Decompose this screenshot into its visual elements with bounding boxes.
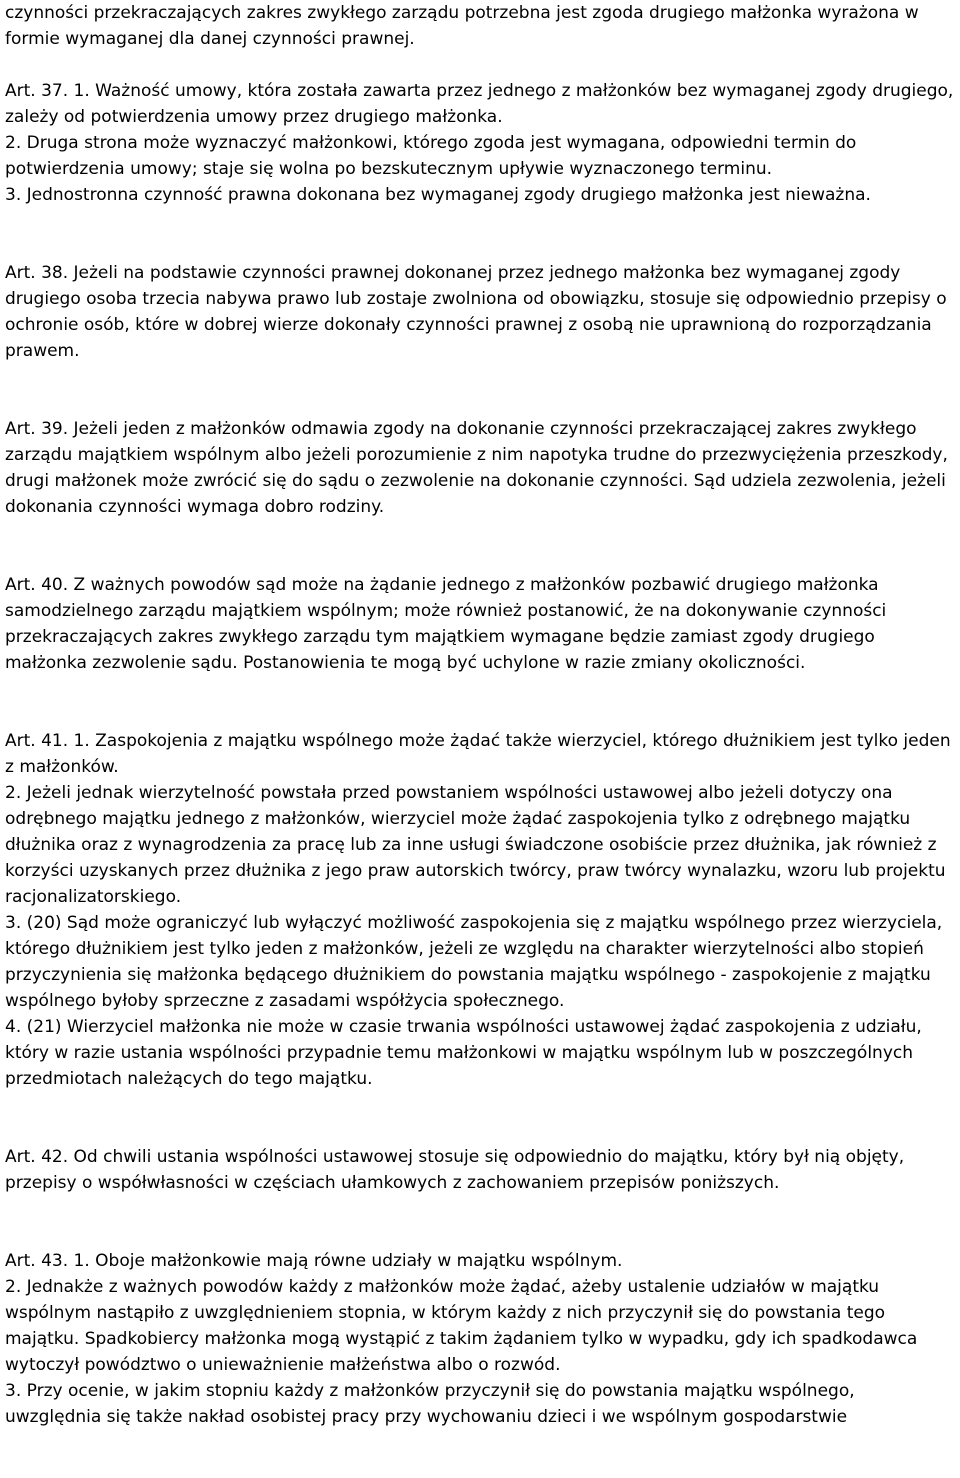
spacer [5,676,955,728]
article-37-par-3: 3. Jednostronna czynność prawna dokonana bez wymaganej zgody drugiego małżonka jest nieważna. [5,185,871,205]
article-41-par-1: Art. 41. 1. Zaspokojenia z majątku wspólnego może żądać także wierzyciel, którego dłużnikiem jest tylko jeden z małżonków. [5,731,951,777]
article-42 [5,1144,955,1196]
spacer [5,520,955,572]
document-body [5,0,955,1430]
article-43-par-1: Art. 43. 1. Oboje małżonkowie mają równe udziały w majątku wspólnym. [5,1251,623,1271]
spacer [5,1092,955,1144]
article-40 [5,572,955,676]
article-37-par-2: 2. Druga strona może wyznaczyć małżonkowi, którego zgoda jest wymagana, odpowiedni termin do potwierdzenia umowy; staje się wolna po bezskutecznym upływie wyznaczonego terminu. [5,133,857,179]
intro-text: czynności przekraczających zakres zwykłego zarządu potrzebna jest zgoda drugiego małżonka wyrażona w formie wymaganej dla danej czynności prawnej. [5,3,919,49]
spacer [5,1196,955,1248]
article-38-text: Art. 38. Jeżeli na podstawie czynności prawnej dokonanej przez jednego małżonka bez wymaganej zgody drugiego osoba trzecia nabywa prawo lub zostaje zwolniona od obowiązku, stosuje się odpowiednio przepisy o ochronie osób, które w dobrej wierze dokonały czynności prawnej z osobą nie uprawnioną do rozporządzania prawem. [5,263,947,361]
article-37 [5,78,955,208]
article-41-par-3: 3. (20) Sąd może ograniczyć lub wyłączyć możliwość zaspokojenia się z majątku wspólnego przez wierzyciela, którego dłużnikiem jest tylko jeden z małżonków, jeżeli ze względu na charakter wierzytelności albo stopień przyczynienia się małżonka będącego dłużnikiem do powstania majątku wspólnego - zaspokojenie z majątku wspólnego byłoby sprzeczne z zasadami współżycia społecznego. [5,913,943,1011]
article-39 [5,416,955,520]
article-39-text: Art. 39. Jeżeli jeden z małżonków odmawia zgody na dokonanie czynności przekraczającej zakres zwykłego zarządu majątkiem wspólnym albo jeżeli porozumienie z nim napotyka trudne do przezwyciężenia przeszkody, drugi małżonek może zwrócić się do sądu o zezwolenie na dokonanie czynności. Sąd udziela zezwolenia, jeżeli dokonania czynności wymaga dobro rodziny. [5,419,948,517]
article-41 [5,728,955,1092]
article-42-text: Art. 42. Od chwili ustania wspólności ustawowej stosuje się odpowiednio do majątku, który był nią objęty, przepisy o współwłasności w częściach ułamkowych z zachowaniem przepisów poniższych. [5,1147,905,1193]
spacer [5,52,955,78]
article-41-par-4: 4. (21) Wierzyciel małżonka nie może w czasie trwania wspólności ustawowej żądać zaspokojenia z udziału, który w razie ustania wspólności przypadnie temu małżonkowi w majątku wspólnym lub w poszczególnych przedmiotach należących do tego majątku. [5,1017,922,1089]
article-43 [5,1248,955,1430]
article-40-text: Art. 40. Z ważnych powodów sąd może na żądanie jednego z małżonków pozbawić drugiego małżonka samodzielnego zarządu majątkiem wspólnym; może również postanowić, że na dokonywanie czynności przekraczających zakres zwykłego zarządu tym majątkiem wymagane będzie zamiast zgody drugiego małżonka zezwolenie sądu. Postanowienia te mogą być uchylone w razie zmiany okoliczności. [5,575,887,673]
article-38 [5,260,955,364]
article-37-par-1: Art. 37. 1. Ważność umowy, która została zawarta przez jednego z małżonków bez wymaganej zgody drugiego, zależy od potwierdzenia umowy przez drugiego małżonka. [5,81,954,127]
spacer [5,208,955,260]
article-43-par-2: 2. Jednakże z ważnych powodów każdy z małżonków może żądać, ażeby ustalenie udziałów w majątku wspólnym nastąpiło z uwzględnieniem stopnia, w którym każdy z nich przyczynił się do powstania tego majątku. Spadkobiercy małżonka mogą wystąpić z takim żądaniem tylko w wypadku, gdy ich spadkodawca wytoczył powództwo o unieważnienie małżeństwa albo o rozwód. [5,1277,918,1375]
article-43-par-3: 3. Przy ocenie, w jakim stopniu każdy z małżonków przyczynił się do powstania majątku wspólnego, uwzględnia się także nakład osobistej pracy przy wychowaniu dzieci i we wspólnym gospodarstwie [5,1381,855,1427]
article-41-par-2: 2. Jeżeli jednak wierzytelność powstała przed powstaniem wspólności ustawowej albo jeżeli dotyczy ona odrębnego majątku jednego z małżonków, wierzyciel może żądać zaspokojenia tylko z odrębnego majątku dłużnika oraz z wynagrodzenia za pracę lub za inne usługi świadczone osobiście przez dłużnika, jak również z korzyści uzyskanych przez dłużnika z jego praw autorskich twórcy, praw twórcy wynalazku, wzoru lub projektu racjonalizatorskiego. [5,783,946,907]
spacer [5,364,955,416]
